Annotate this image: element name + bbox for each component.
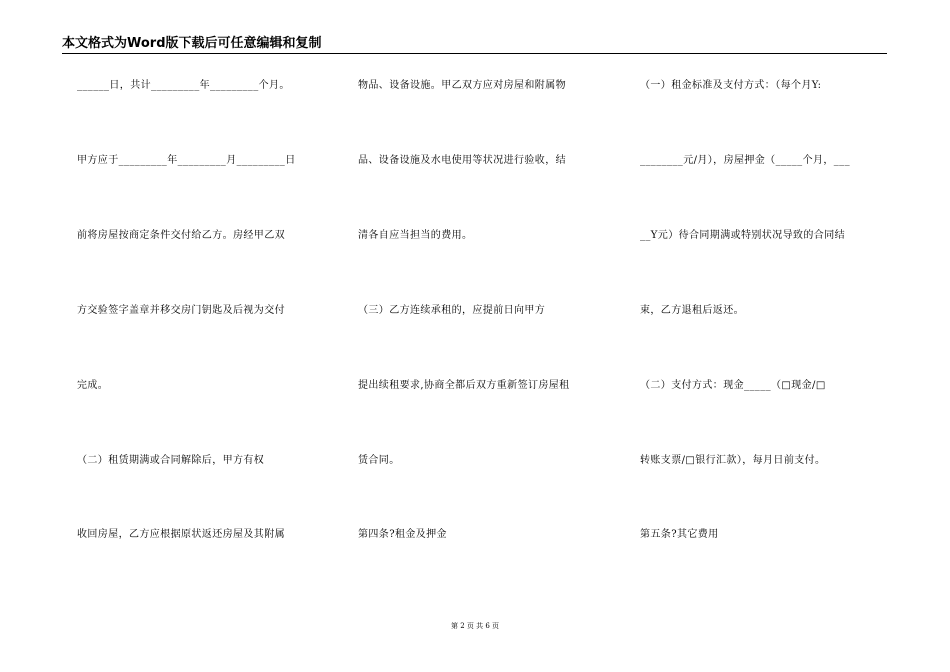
text-line: 清各自应当担当的费用。 xyxy=(358,230,473,241)
text-line: 前将房屋按商定条件交付给乙方。房经甲乙双 xyxy=(77,230,285,241)
text-line: 方交验签字盖章并移交房门钥匙及后视为交付 xyxy=(77,305,285,316)
text-line: ________元/月），房屋押金（_____个月，___ xyxy=(640,155,850,166)
text-line: 束，乙方退租后返还。 xyxy=(640,305,744,316)
text-line: 物品、设备设施。甲乙双方应对房屋和附属物 xyxy=(358,80,566,91)
text-line: （二）支付方式：现金_____（□现金/□ xyxy=(640,380,826,391)
text-line: （三）乙方连续承租的，应提前日向甲方 xyxy=(358,305,546,316)
text-column-3 xyxy=(640,0,890,672)
section-heading: 第五条?其它费用 xyxy=(640,529,719,540)
section-heading: 第四条?租金及押金 xyxy=(358,529,447,540)
text-line: 转账支票/□银行汇款），每月日前支付。 xyxy=(640,455,826,466)
text-column-1 xyxy=(77,0,327,672)
text-line: 品、设备设施及水电使用等状况进行验收，结 xyxy=(358,155,566,166)
text-line: 赁合同。 xyxy=(358,455,400,466)
page-number: 第 2 页 共 6 页 xyxy=(450,622,500,630)
header-title: 本文格式为Word版下载后可任意编辑和复制 xyxy=(62,36,322,51)
text-line: 完成。 xyxy=(77,380,109,391)
text-line: （一）租金标准及支付方式：（每个月Y: xyxy=(640,80,822,91)
text-line: ______日，共计_________年_________个月。 xyxy=(77,80,290,91)
text-column-2 xyxy=(358,0,608,672)
text-line: __Y元）待合同期满或特别状况导致的合同结 xyxy=(640,230,846,241)
text-line: 提出续租要求,协商全都后双方重新签订房屋租 xyxy=(358,380,570,391)
text-line: 收回房屋，乙方应根据原状返还房屋及其附属 xyxy=(77,529,285,540)
text-line: 甲方应于_________年_________月_________日 xyxy=(77,155,296,166)
text-line: （二）租赁期满或合同解除后，甲方有权 xyxy=(77,455,265,466)
